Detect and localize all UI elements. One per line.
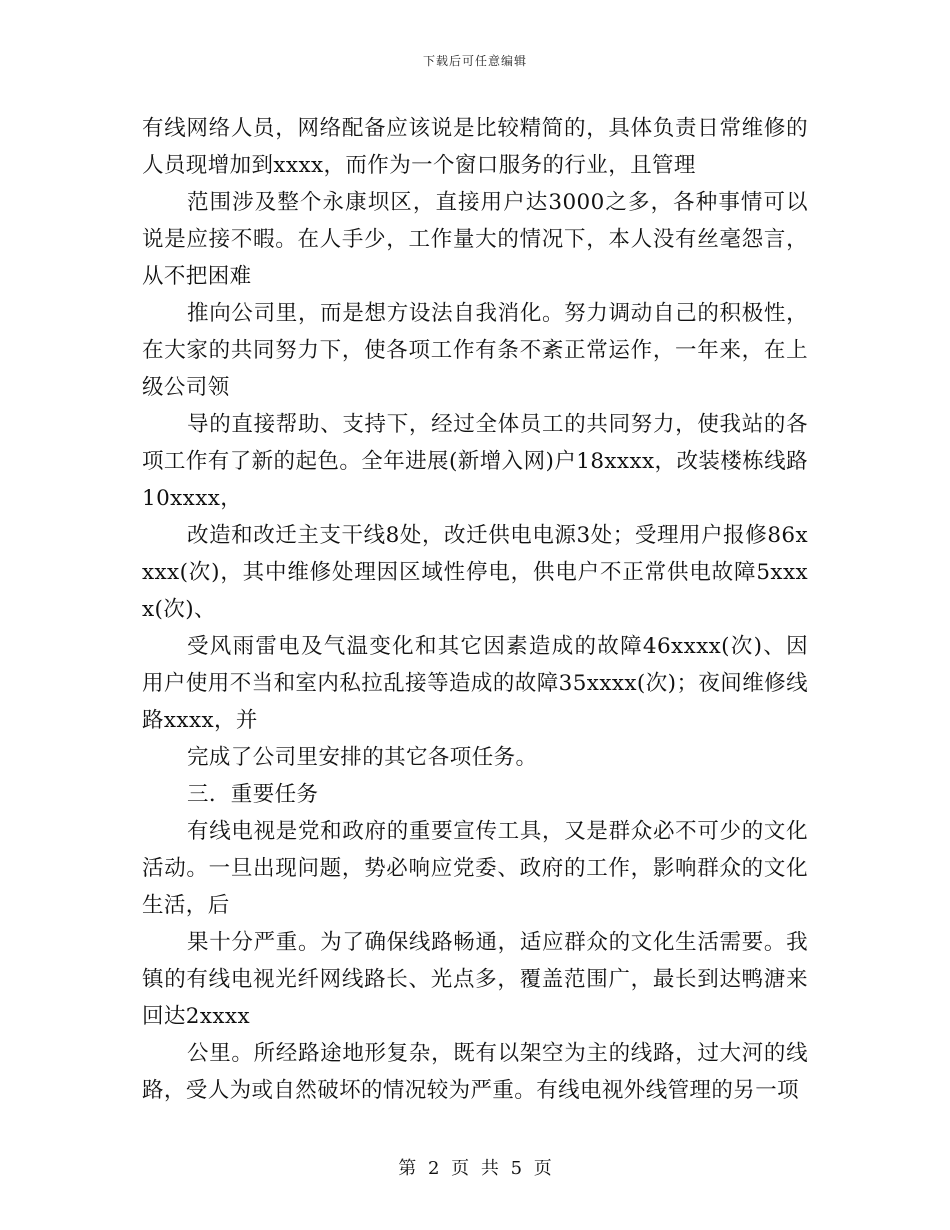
paragraph-5: 改造和改迁主支干线8处，改迁供电电源3处；受理用户报修86xxxx(次)，其中维修处理因区域性停电，供电户不正常供电故障5xxxx(次)、 <box>142 523 808 622</box>
paragraph-4: 导的直接帮助、支持下，经过全体员工的共同努力，使我站的各项工作有了新的起色。全年进展(新增入网)户18xxxx，改装楼栋线路10xxxx， <box>142 412 808 511</box>
document-body <box>142 110 808 1109</box>
page-header: 下载后可任意编辑 <box>422 54 527 68</box>
paragraph-1: 有线网络人员，网络配备应该说是比较精简的，具体负责日常维修的人员现增加到xxxx，而作为一个窗口服务的行业，且管理 <box>142 116 808 178</box>
section-heading: 三．重要任务 <box>187 782 319 807</box>
paragraph-8: 有线电视是党和政府的重要宣传工具，又是群众必不可少的文化活动。一旦出现问题，势必响应党委、政府的工作，影响群众的文化生活，后 <box>142 819 808 918</box>
paragraph-9: 果十分严重。为了确保线路畅通，适应群众的文化生活需要。我镇的有线电视光纤网线路长、光点多，覆盖范围广，最长到达鸭溏来回达2xxxx <box>142 930 808 1029</box>
paragraph-6: 受风雨雷电及气温变化和其它因素造成的故障46xxxx(次)、因用户使用不当和室内私拉乱接等造成的故障35xxxx(次)；夜间维修线路xxxx，并 <box>142 634 808 733</box>
page-number-footer: 第 2 页 共 5 页 <box>398 1158 552 1179</box>
paragraph-2: 范围涉及整个永康坝区，直接用户达3000之多，各种事情可以说是应接不暇。在人手少，工作量大的情况下，本人没有丝毫怨言，从不把困难 <box>142 190 808 289</box>
paragraph-3: 推向公司里，而是想方设法自我消化。努力调动自己的积极性，在大家的共同努力下，使各项工作有条不紊正常运作，一年来，在上级公司领 <box>142 301 808 400</box>
paragraph-7: 完成了公司里安排的其它各项任务。 <box>187 745 538 770</box>
paragraph-10: 公里。所经路途地形复杂，既有以架空为主的线路，过大河的线路，受人为或自然破坏的情况较为严重。有线电视外线管理的另一项 <box>142 1041 808 1103</box>
